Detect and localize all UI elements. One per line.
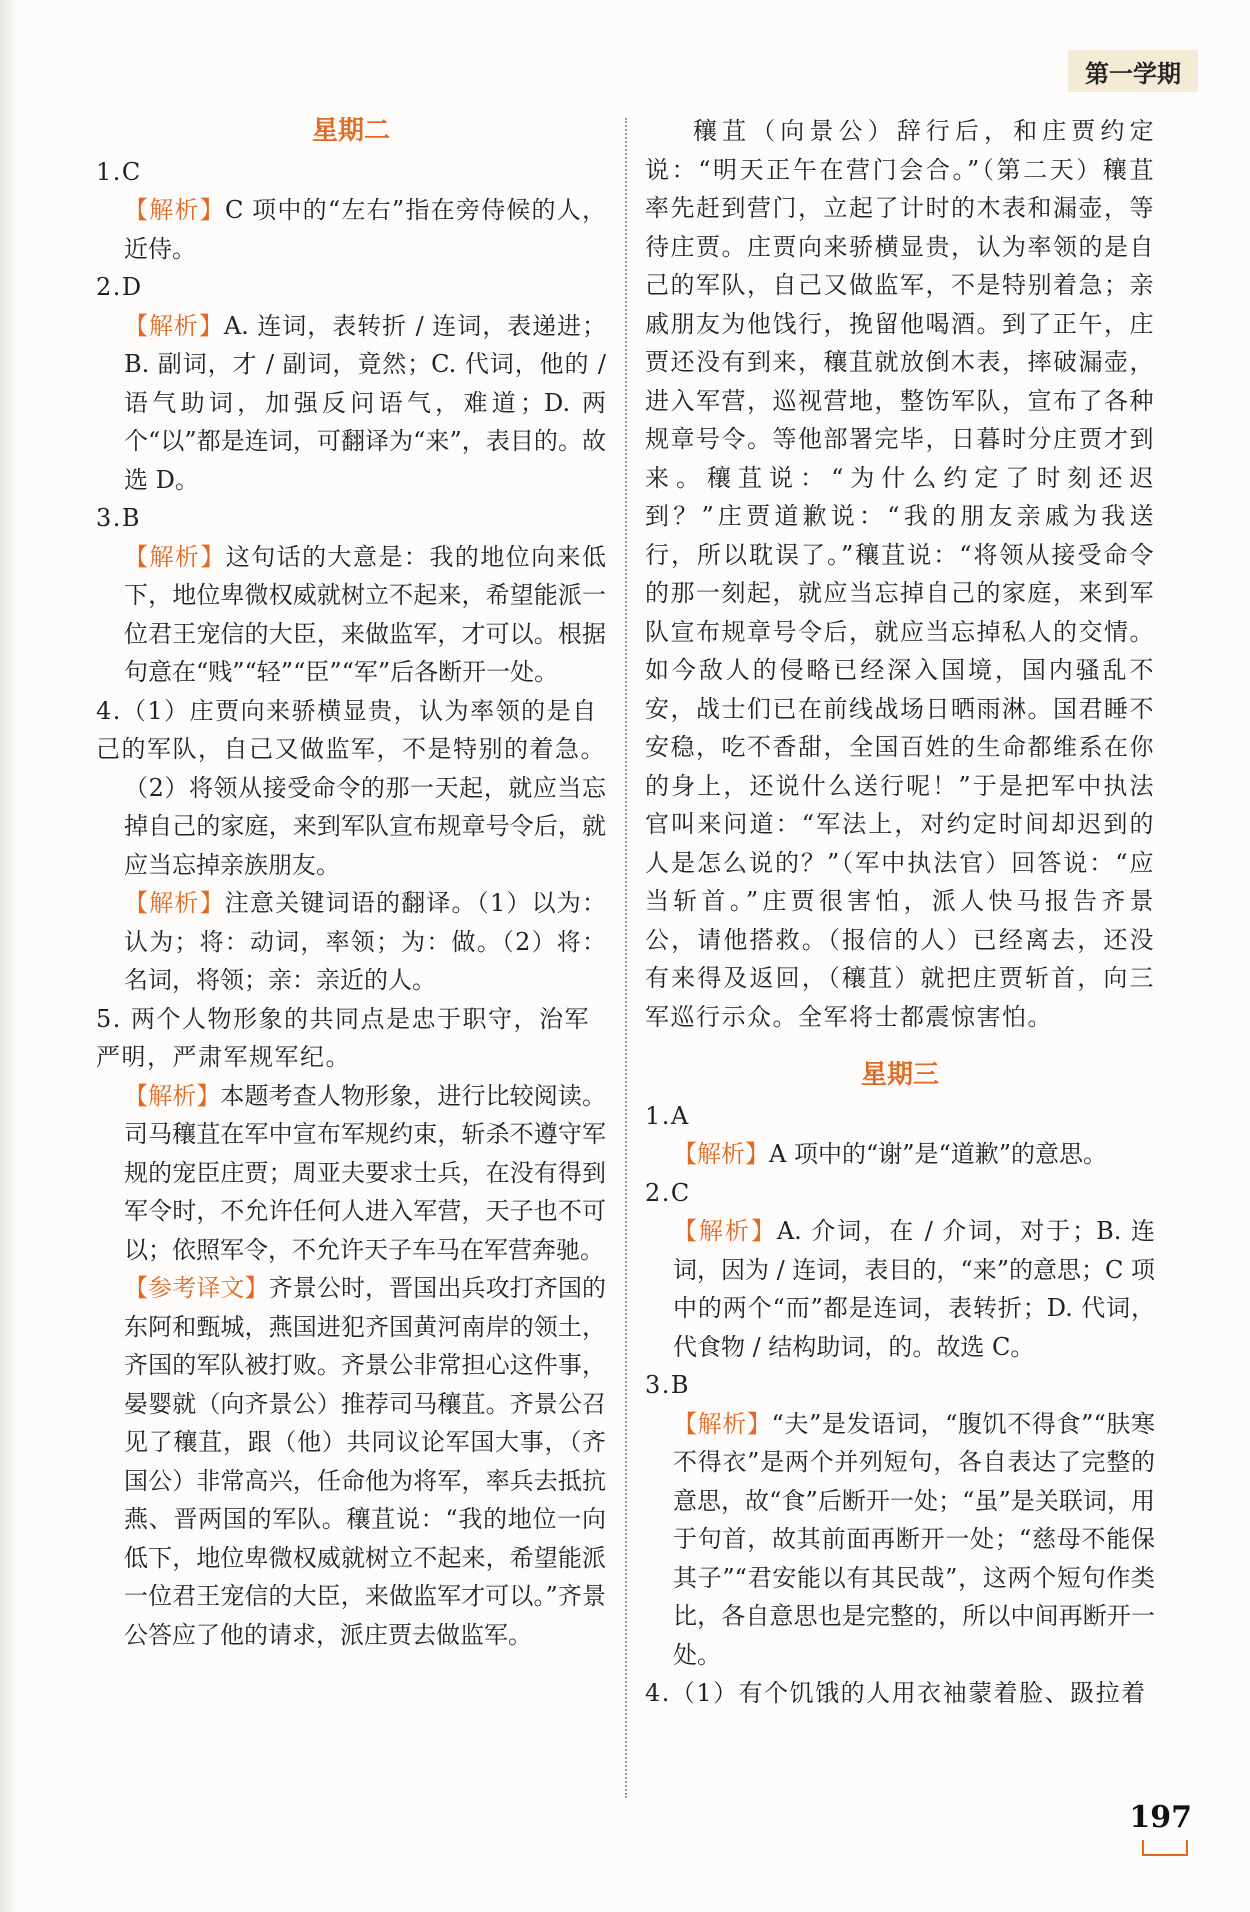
page-number: 197 xyxy=(1129,1800,1192,1835)
translation-continued: 穰苴（向景公）辞行后，和庄贾约定说：“明天正午在营门会合。”（第二天）穰苴率先赶到营门，立起了计时的木表和漏壶，等待庄贾。庄贾向来骄横显贵，认为率领的是自己的军队，自己又做监军，不是特别着急；亲戚朋友为他饯行，挽留他喝酒。到了正午，庄贾还没有到来，穰苴就放倒木表，摔破漏壶，进入军营，巡视营地，整饬军队，宣布了各种规章号令。等他部署完毕，日暮时分庄贾才到来。穰苴说：“为什么约定了时刻还迟到？”庄贾道歉说：“我的朋友亲戚为我送行，所以耽误了。”穰苴说：“将领从接受命令的那一刻起，就应当忘掉自己的家庭，来到军队宣布规章号令后，就应当忘掉私人的交情。如今敌人的侵略已经深入国境，国内骚乱不安，战士们已在前线战场日晒雨淋。国君睡不安稳，吃不香甜，全国百姓的生命都维系在你的身上，还说什么送行呢！”于是把军中执法官叫来问道：“军法上，对约定时间却迟到的人是怎么说的？”（军中执法官）回答说：“应当斩首。”庄贾很害怕，派人快马报告齐景公，请他搭救。（报信的人）已经离去，还没有来得及返回，（穰苴）就把庄贾斩首，向三军巡行示众。全军将士都震惊害怕。 xyxy=(645,117,1155,1031)
explanation-tag: 【解析】 xyxy=(124,542,226,571)
answer-line xyxy=(96,499,606,538)
binding-shadow xyxy=(0,0,18,1912)
answer-text: 4.（1）庄贾向来骄横显贵，认为率领的是自己的军队，自己又做监军，不是特别的着急。 xyxy=(96,696,606,763)
explanation-text: A 项中的“谢”是“道歉”的意思。 xyxy=(769,1140,1108,1168)
explanation-text: 这句话的大意是：我的地位向来低下，地位卑微权威就树立不起来，希望能派一位君王宠信的大臣，来做监军，才可以。根据句意在“贱”“轻”“臣”“军”后各断开一处。 xyxy=(124,542,607,686)
explanation-tag: 【解析】 xyxy=(124,196,225,224)
left-answers xyxy=(96,153,606,1655)
explanation-paragraph xyxy=(645,1405,1155,1675)
answer-line xyxy=(96,153,606,192)
answer-text: 3.B xyxy=(645,1371,691,1399)
explanation-tag: 【解析】 xyxy=(673,1140,769,1168)
explanation-text: 注意关键词语的翻译。（1）以为：认为；将：动词，率领；为：做。（2）将：名词，将领；亲：亲近的人。 xyxy=(124,889,607,994)
explanation-paragraph xyxy=(96,884,606,1000)
explanation-paragraph xyxy=(96,1077,606,1270)
answer-text: 1.A xyxy=(645,1101,690,1130)
answer-text: 3.B xyxy=(96,504,142,532)
left-column xyxy=(96,112,606,1654)
explanation-tag: 【参考译文】 xyxy=(124,1274,269,1302)
day-heading: 星期三 xyxy=(860,1060,939,1090)
explanation-tag: 【解析】 xyxy=(673,1217,777,1245)
answer-line xyxy=(645,1174,1155,1213)
explanation-text: 本题考查人物形象，进行比较阅读。司马穰苴在军中宣布军规约束，斩杀不遵守军规的宠臣庄贾；周亚夫要求士兵，在没有得到军令时，不允许任何人进入军营，天子也不可以；依照军令，不允许天子车马在军营奔驰。 xyxy=(124,1081,606,1264)
answer-text: 4.（1）有个饥饿的人用衣袖蒙着脸、趿拉着 xyxy=(645,1679,1147,1707)
answer-line xyxy=(96,268,606,307)
right-answers xyxy=(645,1097,1155,1713)
day-heading: 星期二 xyxy=(311,116,390,146)
page-ornament xyxy=(1142,1840,1188,1856)
explanation-paragraph xyxy=(645,1212,1155,1366)
answer-line xyxy=(96,1000,606,1077)
answer-line xyxy=(645,1097,1155,1136)
explanation-paragraph xyxy=(96,307,606,500)
column-divider xyxy=(625,118,627,1798)
right-column xyxy=(645,112,1155,1713)
explanation-text: C 项中的“左右”指在旁侍候的人，近侍。 xyxy=(124,196,607,263)
explanation-text: 齐景公时，晋国出兵攻打齐国的东阿和甄城，燕国进犯齐国黄河南岸的领土，齐国的军队被打败。齐景公非常担心这件事，晏婴就（向齐景公）推荐司马穰苴。齐景公召见了穰苴，跟（他）共同议论军国大事，（齐国公）非常高兴，任命他为将军，率兵去抵抗燕、晋两国的军队。穰苴说：“我的地位一向低下，地位卑微权威就树立不起来，希望能派一位君王宠信的大臣，来做监军才可以。”齐景公答应了他的请求，派庄贾去做监军。 xyxy=(124,1274,607,1649)
explanation-text: “夫”是发语词，“腹饥不得食”“肤寒不得衣”是两个并列短句，各自表达了完整的意思，故“食”后断开一处；“虽”是关联词，用于句首，故其前面再断开一处；“慈母不能保其子”“君安能以有其民哉”，这两个短句作类比，各自意思也是完整的，所以中间再断开一处。 xyxy=(673,1409,1155,1669)
explanation-tag: 【解析】 xyxy=(673,1409,772,1438)
explanation-paragraph xyxy=(96,538,606,692)
answer-text: 2.D xyxy=(96,273,143,301)
explanation-paragraph xyxy=(645,1135,1155,1174)
explanation-tag: 【解析】 xyxy=(124,1081,221,1110)
explanation-paragraph xyxy=(96,191,606,268)
semester-tab: 第一学期 xyxy=(1068,50,1198,92)
answer-text: 1.C xyxy=(96,157,142,186)
answer-line xyxy=(645,1674,1155,1713)
explanation-text: （2）将领从接受命令的那一天起，就应当忘掉自己的家庭，来到军队宣布规章号令后，就应当忘掉亲族朋友。 xyxy=(124,773,606,879)
answer-line xyxy=(96,692,606,769)
explanation-tag: 【解析】 xyxy=(124,889,225,917)
answer-text: 5. 两个人物形象的共同点是忠于职守，治军严明，严肃军规军纪。 xyxy=(96,1004,591,1071)
answer-text: 2.C xyxy=(645,1178,691,1207)
explanation-paragraph xyxy=(96,1269,606,1654)
explanation-tag: 【解析】 xyxy=(124,311,224,340)
explanation-paragraph xyxy=(96,769,606,885)
explanation-text: A. 连词，表转折 / 连词，表递进；B. 副词，才 / 副词，竟然；C. 代词，他的 / 语气助词，加强反问语气，难道；D. 两个“以”都是连词，可翻译为“来”，表目的。故选 D。 xyxy=(124,311,607,494)
explanation-text: A. 介词，在 / 介词，对于；B. 连词，因为 / 连词，表目的，“来”的意思；C 项中的两个“而”都是连词，表转折；D. 代词，代食物 / 结构助词，的。故选 C。 xyxy=(673,1217,1156,1361)
answer-line xyxy=(645,1366,1155,1405)
